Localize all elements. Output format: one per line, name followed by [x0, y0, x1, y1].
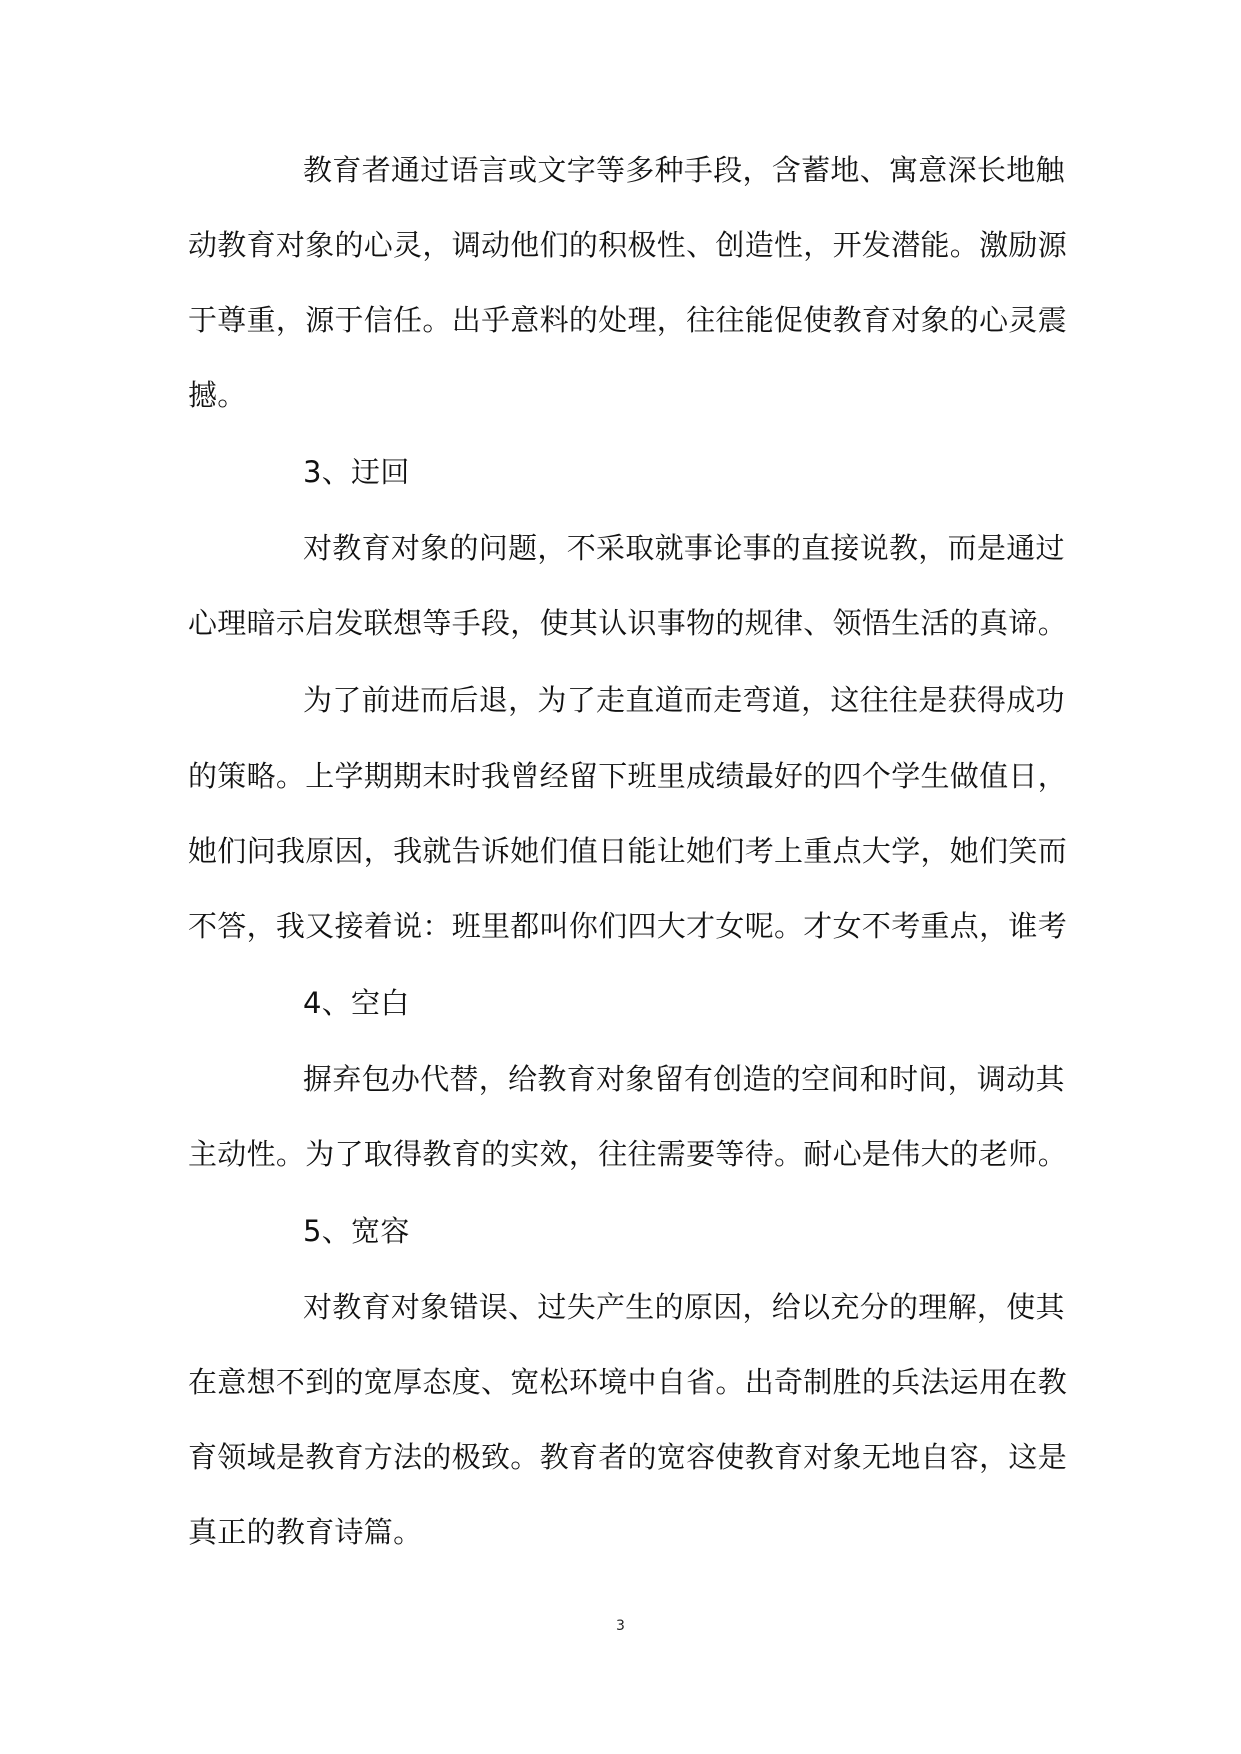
paragraph-line: 教育者通过语言或文字等多种手段，含蓄地、寓意深长地触	[303, 153, 1065, 187]
paragraph-line: 心理暗示启发联想等手段，使其认识事物的规律、领悟生活的真谛。	[188, 606, 1068, 640]
paragraph-line: 不答，我又接着说：班里都叫你们四大才女呢。才女不考重点，谁考	[188, 909, 1068, 943]
paragraph-line: 对教育对象的问题，不采取就事论事的直接说教，而是通过	[303, 531, 1065, 565]
paragraph-line: 她们问我原因，我就告诉她们值日能让她们考上重点大学，她们笑而	[188, 834, 1068, 868]
paragraph-line: 为了前进而后退，为了走直道而走弯道，这往往是获得成功	[303, 683, 1065, 717]
page-number: 3	[616, 1618, 625, 1634]
paragraph-line: 主动性。为了取得教育的实效，往往需要等待。耐心是伟大的老师。	[188, 1137, 1068, 1171]
section-heading: 5、宽容	[303, 1214, 410, 1248]
paragraph-line: 动教育对象的心灵，调动他们的积极性、创造性，开发潜能。激励源	[188, 228, 1068, 262]
paragraph-line: 摒弃包办代替，给教育对象留有创造的空间和时间，调动其	[303, 1062, 1065, 1096]
paragraph-line: 育领域是教育方法的极致。教育者的宽容使教育对象无地自容，这是	[188, 1440, 1068, 1474]
paragraph-line: 真正的教育诗篇。	[188, 1515, 423, 1549]
section-heading: 4、空白	[303, 986, 410, 1020]
paragraph-line: 对教育对象错误、过失产生的原因，给以充分的理解，使其	[303, 1290, 1065, 1324]
paragraph-line: 撼。	[188, 378, 247, 412]
paragraph-line: 在意想不到的宽厚态度、宽松环境中自省。出奇制胜的兵法运用在教	[188, 1365, 1068, 1399]
paragraph-line: 的策略。上学期期末时我曾经留下班里成绩最好的四个学生做值日，	[188, 759, 1068, 793]
paragraph-line: 于尊重，源于信任。出乎意料的处理，往往能促使教育对象的心灵震	[188, 303, 1068, 337]
section-heading: 3、迂回	[303, 455, 410, 489]
